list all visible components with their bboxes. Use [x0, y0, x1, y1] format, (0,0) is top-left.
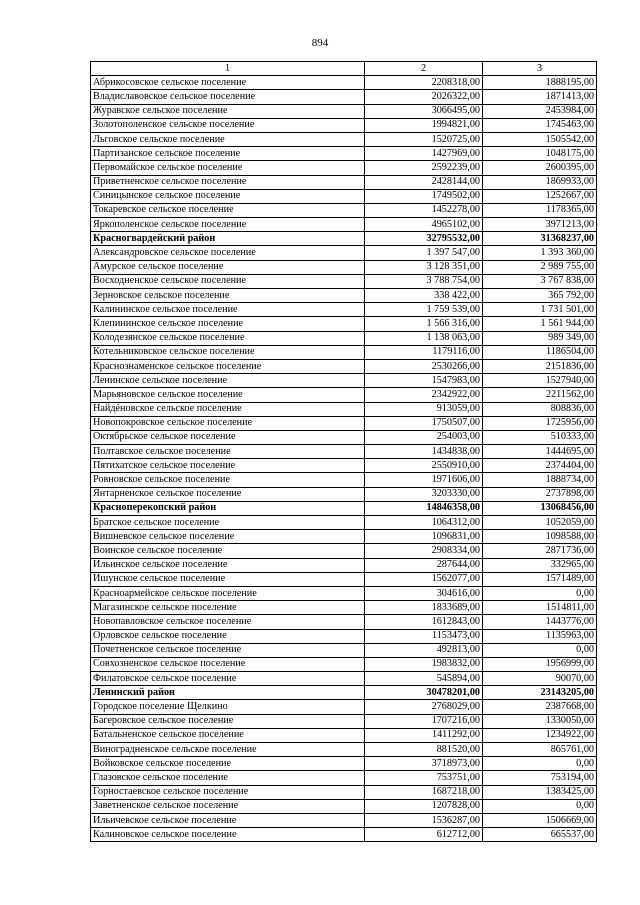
row-name-cell: Краснознаменское сельское поселение [91, 359, 365, 373]
row-value-col2: 1983832,00 [365, 657, 483, 671]
row-name-cell: Красногвардейский район [91, 232, 365, 246]
row-name-cell: Марьяновское сельское поселение [91, 388, 365, 402]
header-cell-1: 1 [91, 62, 365, 76]
row-name-cell: Калининское сельское поселение [91, 303, 365, 317]
row-name-cell: Совхозненское сельское поселение [91, 657, 365, 671]
row-value-col2: 1411292,00 [365, 728, 483, 742]
table-row [91, 615, 597, 629]
table-row [91, 672, 597, 686]
row-name-cell: Красноперекопский район [91, 501, 365, 515]
row-value-col3: 1186504,00 [483, 345, 597, 359]
header-cell-3: 3 [483, 62, 597, 76]
row-value-col2: 2026322,00 [365, 90, 483, 104]
row-value-col3: 1888734,00 [483, 473, 597, 487]
row-value-col3: 753194,00 [483, 771, 597, 785]
row-value-col3: 365 792,00 [483, 289, 597, 303]
table-row [91, 728, 597, 742]
row-name-cell: Абрикосовское сельское поселение [91, 76, 365, 90]
row-name-cell: Калиновское сельское поселение [91, 828, 365, 842]
row-name-cell: Льговское сельское поселение [91, 132, 365, 146]
row-name-cell: Багеровское сельское поселение [91, 714, 365, 728]
row-value-col3: 1571489,00 [483, 572, 597, 586]
table-row [91, 289, 597, 303]
row-value-col3: 13068456,00 [483, 501, 597, 515]
row-value-col3: 1330050,00 [483, 714, 597, 728]
row-value-col3: 90070,00 [483, 672, 597, 686]
row-value-col2: 2530266,00 [365, 359, 483, 373]
row-value-col3: 1444695,00 [483, 445, 597, 459]
table-row [91, 771, 597, 785]
row-value-col3: 989 349,00 [483, 331, 597, 345]
table-row [91, 445, 597, 459]
header-cell-2: 2 [365, 62, 483, 76]
row-name-cell: Восходненское сельское поселение [91, 274, 365, 288]
table-row [91, 714, 597, 728]
row-name-cell: Братское сельское поселение [91, 516, 365, 530]
table-row [91, 104, 597, 118]
row-value-col2: 1096831,00 [365, 530, 483, 544]
row-value-col2: 1520725,00 [365, 132, 483, 146]
row-value-col3: 1252667,00 [483, 189, 597, 203]
table-row [91, 799, 597, 813]
row-value-col2: 30478201,00 [365, 686, 483, 700]
row-value-col3: 1505542,00 [483, 132, 597, 146]
row-value-col3: 1234922,00 [483, 728, 597, 742]
table-row [91, 743, 597, 757]
row-name-cell: Ровновское сельское поселение [91, 473, 365, 487]
table-row [91, 643, 597, 657]
table-row [91, 303, 597, 317]
row-value-col3: 808836,00 [483, 402, 597, 416]
row-value-col2: 913059,00 [365, 402, 483, 416]
table-row [91, 459, 597, 473]
row-value-col3: 1 561 944,00 [483, 317, 597, 331]
row-value-col2: 2768029,00 [365, 700, 483, 714]
row-name-cell: Заветненское сельское поселение [91, 799, 365, 813]
row-value-col2: 1 138 063,00 [365, 331, 483, 345]
row-value-col2: 1 566 316,00 [365, 317, 483, 331]
row-name-cell: Почетненское сельское поселение [91, 643, 365, 657]
table-row [91, 132, 597, 146]
row-name-cell: Александровское сельское поселение [91, 246, 365, 260]
table-row [91, 785, 597, 799]
table-row [91, 601, 597, 615]
row-value-col3: 1 393 360,00 [483, 246, 597, 260]
row-value-col2: 1179116,00 [365, 345, 483, 359]
row-name-cell: Янтарненское сельское поселение [91, 487, 365, 501]
row-value-col3: 2737898,00 [483, 487, 597, 501]
row-value-col3: 332965,00 [483, 558, 597, 572]
table-row [91, 345, 597, 359]
row-name-cell: Яркополенское сельское поселение [91, 218, 365, 232]
row-value-col3: 0,00 [483, 586, 597, 600]
district-row [91, 232, 597, 246]
table-row [91, 558, 597, 572]
row-name-cell: Филатовское сельское поселение [91, 672, 365, 686]
table-row [91, 331, 597, 345]
row-name-cell: Войковское сельское поселение [91, 757, 365, 771]
table-body [91, 76, 597, 842]
table-row [91, 118, 597, 132]
row-value-col2: 1612843,00 [365, 615, 483, 629]
row-name-cell: Полтавское сельское поселение [91, 445, 365, 459]
table-row [91, 161, 597, 175]
row-value-col3: 1869933,00 [483, 175, 597, 189]
row-value-col3: 1 731 501,00 [483, 303, 597, 317]
row-name-cell: Журавское сельское поселение [91, 104, 365, 118]
row-name-cell: Новопавловское сельское поселение [91, 615, 365, 629]
table-header [91, 62, 597, 76]
row-value-col3: 1048175,00 [483, 147, 597, 161]
row-value-col2: 1153473,00 [365, 629, 483, 643]
row-name-cell: Зерновское сельское поселение [91, 289, 365, 303]
row-value-col2: 1749502,00 [365, 189, 483, 203]
row-value-col3: 1514811,00 [483, 601, 597, 615]
row-value-col2: 3 788 754,00 [365, 274, 483, 288]
row-value-col3: 1443776,00 [483, 615, 597, 629]
row-value-col2: 3203330,00 [365, 487, 483, 501]
row-name-cell: Партизанское сельское поселение [91, 147, 365, 161]
table-row [91, 260, 597, 274]
row-name-cell: Орловское сельское поселение [91, 629, 365, 643]
row-value-col2: 1 397 547,00 [365, 246, 483, 260]
row-value-col2: 545894,00 [365, 672, 483, 686]
row-value-col2: 1452278,00 [365, 203, 483, 217]
row-value-col3: 1871413,00 [483, 90, 597, 104]
row-value-col2: 1833689,00 [365, 601, 483, 615]
row-value-col2: 32795532,00 [365, 232, 483, 246]
row-value-col3: 2871736,00 [483, 544, 597, 558]
row-value-col2: 612712,00 [365, 828, 483, 842]
row-value-col2: 3718973,00 [365, 757, 483, 771]
row-value-col2: 1971606,00 [365, 473, 483, 487]
row-value-col2: 1536287,00 [365, 813, 483, 827]
table-row [91, 203, 597, 217]
row-name-cell: Первомайское сельское поселение [91, 161, 365, 175]
row-value-col3: 2453984,00 [483, 104, 597, 118]
row-value-col3: 665537,00 [483, 828, 597, 842]
row-value-col3: 2211562,00 [483, 388, 597, 402]
table-row [91, 473, 597, 487]
row-value-col2: 2428144,00 [365, 175, 483, 189]
row-name-cell: Ишунское сельское поселение [91, 572, 365, 586]
row-value-col3: 865761,00 [483, 743, 597, 757]
row-value-col2: 1207828,00 [365, 799, 483, 813]
table-row [91, 813, 597, 827]
table-row [91, 828, 597, 842]
table-row [91, 147, 597, 161]
table-row [91, 629, 597, 643]
row-name-cell: Котельниковское сельское поселение [91, 345, 365, 359]
row-name-cell: Октябрьское сельское поселение [91, 430, 365, 444]
table-row [91, 317, 597, 331]
row-name-cell: Ильичевское сельское поселение [91, 813, 365, 827]
row-name-cell: Токаревское сельское поселение [91, 203, 365, 217]
row-name-cell: Вишневское сельское поселение [91, 530, 365, 544]
row-value-col2: 304616,00 [365, 586, 483, 600]
row-value-col2: 492813,00 [365, 643, 483, 657]
table-row [91, 218, 597, 232]
row-value-col2: 3066495,00 [365, 104, 483, 118]
row-value-col3: 1135963,00 [483, 629, 597, 643]
row-value-col3: 1745463,00 [483, 118, 597, 132]
table-row [91, 516, 597, 530]
row-name-cell: Виноградненское сельское поселение [91, 743, 365, 757]
table-row [91, 388, 597, 402]
row-value-col3: 1725956,00 [483, 416, 597, 430]
row-name-cell: Золотополенское сельское поселение [91, 118, 365, 132]
row-name-cell: Синицынское сельское поселение [91, 189, 365, 203]
table-row [91, 487, 597, 501]
row-value-col2: 2550910,00 [365, 459, 483, 473]
table-row [91, 586, 597, 600]
row-value-col2: 1434838,00 [365, 445, 483, 459]
row-value-col2: 1064312,00 [365, 516, 483, 530]
row-name-cell: Клепининское сельское поселение [91, 317, 365, 331]
table-row [91, 274, 597, 288]
row-value-col2: 1 759 539,00 [365, 303, 483, 317]
row-value-col2: 1994821,00 [365, 118, 483, 132]
row-value-col2: 254003,00 [365, 430, 483, 444]
table-row [91, 416, 597, 430]
row-value-col3: 2374404,00 [483, 459, 597, 473]
row-value-col3: 1098588,00 [483, 530, 597, 544]
row-value-col2: 2908334,00 [365, 544, 483, 558]
table-row [91, 530, 597, 544]
row-value-col2: 2342922,00 [365, 388, 483, 402]
table-row [91, 572, 597, 586]
row-name-cell: Владиславовское сельское поселение [91, 90, 365, 104]
row-value-col2: 1427969,00 [365, 147, 483, 161]
table-row [91, 402, 597, 416]
row-value-col2: 14846358,00 [365, 501, 483, 515]
row-name-cell: Ильинское сельское поселение [91, 558, 365, 572]
row-value-col3: 510333,00 [483, 430, 597, 444]
table-row [91, 430, 597, 444]
row-name-cell: Городское поселение Щелкино [91, 700, 365, 714]
row-value-col3: 1956999,00 [483, 657, 597, 671]
row-value-col2: 2592239,00 [365, 161, 483, 175]
row-name-cell: Горностаевское сельское поселение [91, 785, 365, 799]
row-value-col3: 0,00 [483, 757, 597, 771]
row-value-col3: 0,00 [483, 799, 597, 813]
row-value-col3: 0,00 [483, 643, 597, 657]
row-name-cell: Амурское сельское поселение [91, 260, 365, 274]
header-row [91, 62, 597, 76]
row-value-col3: 2387668,00 [483, 700, 597, 714]
row-value-col3: 2 989 755,00 [483, 260, 597, 274]
row-value-col3: 23143205,00 [483, 686, 597, 700]
row-value-col2: 1547983,00 [365, 374, 483, 388]
row-value-col3: 31368237,00 [483, 232, 597, 246]
row-name-cell: Ленинский район [91, 686, 365, 700]
table-row [91, 757, 597, 771]
row-value-col2: 1687218,00 [365, 785, 483, 799]
row-value-col3: 2151836,00 [483, 359, 597, 373]
row-name-cell: Воинское сельское поселение [91, 544, 365, 558]
row-value-col2: 1750507,00 [365, 416, 483, 430]
row-value-col3: 1052059,00 [483, 516, 597, 530]
row-value-col2: 1562077,00 [365, 572, 483, 586]
table-row [91, 544, 597, 558]
row-name-cell: Новопокровское сельское поселение [91, 416, 365, 430]
row-value-col2: 2208318,00 [365, 76, 483, 90]
row-value-col2: 881520,00 [365, 743, 483, 757]
row-name-cell: Глазовское сельское поселение [91, 771, 365, 785]
row-value-col3: 1178365,00 [483, 203, 597, 217]
table-row [91, 359, 597, 373]
row-value-col3: 1383425,00 [483, 785, 597, 799]
row-value-col2: 3 128 351,00 [365, 260, 483, 274]
row-name-cell: Колодезянское сельское поселение [91, 331, 365, 345]
row-name-cell: Батальненское сельское поселение [91, 728, 365, 742]
table-row [91, 657, 597, 671]
table-row [91, 189, 597, 203]
district-row [91, 501, 597, 515]
budget-table [90, 61, 597, 842]
row-value-col3: 2600395,00 [483, 161, 597, 175]
row-name-cell: Приветненское сельское поселение [91, 175, 365, 189]
row-name-cell: Красноармейское сельское поселение [91, 586, 365, 600]
table-row [91, 76, 597, 90]
district-row [91, 686, 597, 700]
row-name-cell: Найдёновское сельское поселение [91, 402, 365, 416]
row-value-col3: 3 767 838,00 [483, 274, 597, 288]
row-value-col3: 1527940,00 [483, 374, 597, 388]
table-row [91, 246, 597, 260]
table-row [91, 700, 597, 714]
page-number: 894 [311, 37, 329, 49]
table-row [91, 90, 597, 104]
row-value-col3: 1506669,00 [483, 813, 597, 827]
row-value-col2: 338 422,00 [365, 289, 483, 303]
table-row [91, 175, 597, 189]
row-value-col3: 3971213,00 [483, 218, 597, 232]
row-value-col2: 4965102,00 [365, 218, 483, 232]
row-name-cell: Пятихатское сельское поселение [91, 459, 365, 473]
row-name-cell: Ленинское сельское поселение [91, 374, 365, 388]
row-value-col3: 1888195,00 [483, 76, 597, 90]
row-value-col2: 287644,00 [365, 558, 483, 572]
table-row [91, 374, 597, 388]
row-name-cell: Магазинское сельское поселение [91, 601, 365, 615]
row-value-col2: 1707216,00 [365, 714, 483, 728]
row-value-col2: 753751,00 [365, 771, 483, 785]
